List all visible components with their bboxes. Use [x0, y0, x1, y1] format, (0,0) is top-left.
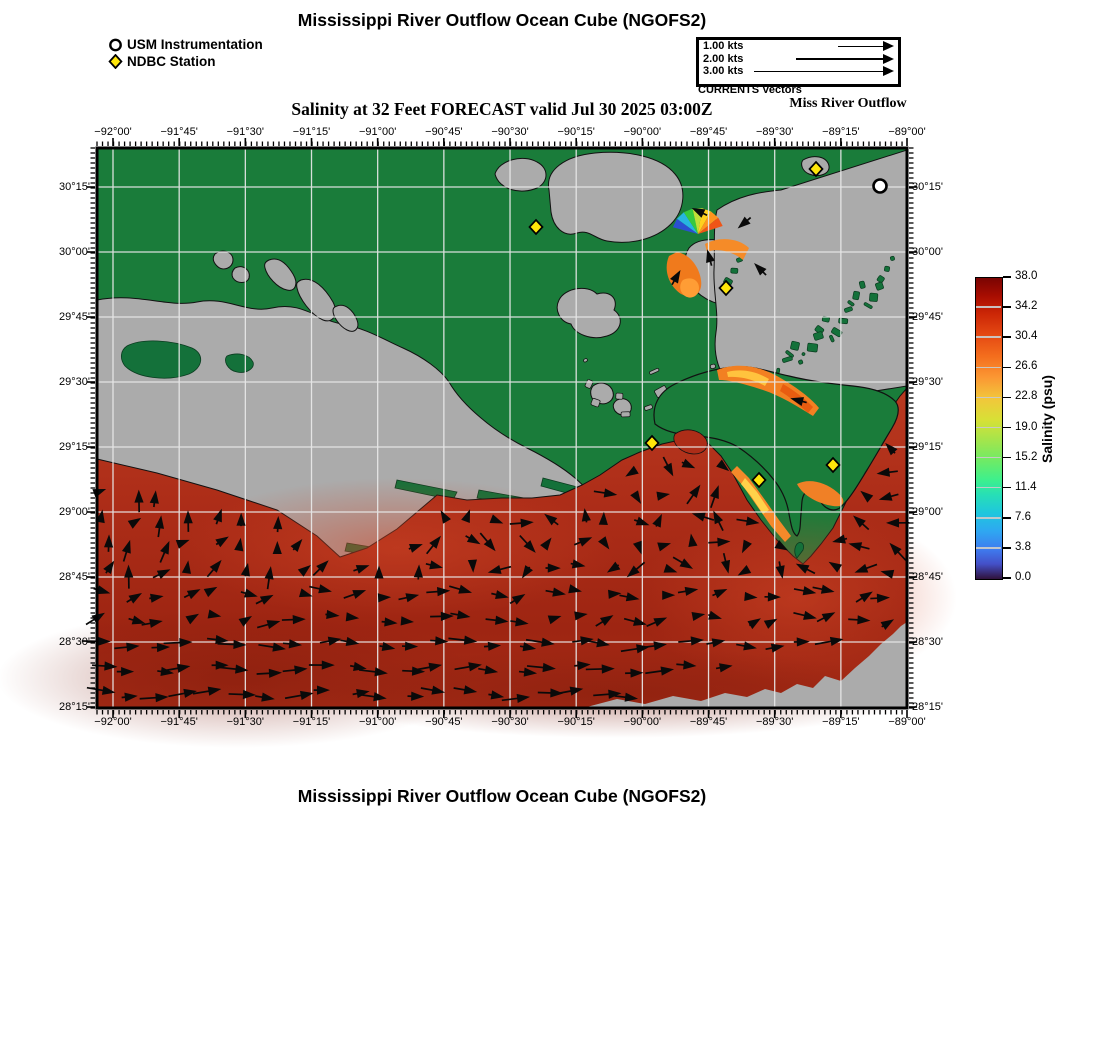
colorbar-separator — [976, 427, 1001, 429]
lon-tick-label: −92°00' — [94, 716, 132, 728]
lon-tick-label: −90°30' — [491, 126, 529, 138]
lon-tick-label: −92°00' — [94, 126, 132, 138]
currents-vector-scale-box — [696, 37, 901, 87]
colorbar-tick-label: 7.6 — [1015, 510, 1031, 523]
colorbar-tick — [1003, 487, 1011, 489]
legend-row-usm — [108, 36, 263, 53]
lat-tick-label: 29°30' — [59, 376, 90, 388]
lon-tick-label: −89°45' — [689, 716, 728, 728]
lat-tick-label: 28°30' — [912, 636, 943, 648]
colorbar-separator — [976, 457, 1001, 459]
lat-tick-label: 29°45' — [912, 311, 943, 323]
vector-arrowhead-icon — [883, 54, 894, 64]
ndbc-diamond-icon — [108, 54, 123, 69]
vector-arrowhead-icon — [883, 66, 894, 76]
colorbar-tick-label: 26.6 — [1015, 360, 1038, 373]
vector-tail — [796, 58, 884, 60]
station-legend — [108, 36, 263, 70]
lat-tick-label: 28°45' — [59, 571, 90, 583]
lake-pontchartrain — [548, 152, 682, 242]
lat-tick-label: 29°30' — [912, 376, 943, 388]
lon-tick-label: −90°30' — [491, 716, 529, 728]
lon-tick-label: −89°00' — [888, 716, 926, 728]
colorbar-separator — [976, 397, 1001, 399]
colorbar-tick — [1003, 397, 1011, 399]
lat-tick-label: 28°45' — [912, 571, 943, 583]
map-subtitle: Salinity at 32 Feet FORECAST valid Jul 30 2025 03:00Z — [291, 99, 713, 119]
lon-tick-label: −90°45' — [425, 716, 463, 728]
colorbar-separator — [976, 367, 1001, 369]
legend-row-ndbc — [108, 53, 263, 70]
lon-tick-label: −90°15' — [557, 716, 595, 728]
colorbar-tick-label: 3.8 — [1015, 540, 1031, 553]
lon-tick-label: −89°00' — [888, 126, 926, 138]
lon-tick-label: −91°45' — [160, 716, 198, 728]
page-title: Mississippi River Outflow Ocean Cube (NGOFS2) — [297, 10, 707, 30]
colorbar-tick — [1003, 427, 1011, 429]
colorbar-tick-label: 0.0 — [1015, 571, 1031, 583]
lon-tick-label: −89°30' — [755, 716, 794, 728]
lat-tick-label: 30°15' — [59, 181, 90, 193]
lon-tick-label: −89°15' — [822, 126, 860, 138]
lon-tick-label: −89°45' — [689, 126, 728, 138]
salinity-colorbar — [975, 277, 1003, 580]
region-label: Miss River Outflow — [789, 96, 907, 111]
colorbar-tick — [1003, 517, 1011, 519]
lon-tick-label: −90°15' — [557, 126, 595, 138]
currents-vectors-caption: CURRENTS Vectors — [698, 84, 802, 96]
colorbar-tick-label: 15.2 — [1015, 450, 1038, 463]
lat-tick-label: 29°15' — [59, 441, 90, 453]
colorbar-tick — [1003, 336, 1011, 338]
currents-scale-label: 3.00 kts — [703, 65, 744, 78]
lat-tick-label: 29°00' — [59, 506, 90, 518]
red-bright-patch — [177, 478, 617, 618]
lat-tick-label: 29°15' — [912, 441, 943, 453]
colorbar-axis-label: Salinity (psu) — [1039, 375, 1055, 463]
colorbar-separator — [976, 336, 1001, 338]
currents-scale-row — [699, 53, 898, 66]
vector-tail — [754, 71, 884, 73]
currents-scale-label: 1.00 kts — [703, 40, 744, 52]
colorbar-separator — [976, 547, 1001, 549]
lon-tick-label: −90°45' — [425, 126, 463, 138]
currents-scale-label: 2.00 kts — [703, 52, 744, 65]
salinity-map[interactable] — [97, 148, 907, 708]
lat-tick-label: 28°15' — [59, 701, 90, 713]
colorbar-tick — [1003, 367, 1011, 369]
currents-scale-row — [699, 65, 898, 78]
lon-tick-label: −90°00' — [623, 126, 662, 138]
vector-arrowhead-icon — [883, 41, 894, 51]
colorbar-tick — [1003, 577, 1011, 579]
lon-tick-label: −91°45' — [160, 126, 198, 138]
usm-instrumentation-marker[interactable] — [874, 180, 887, 193]
currents-scale-row — [699, 40, 898, 53]
lat-tick-label: 30°00' — [59, 246, 90, 258]
colorbar-separator — [976, 517, 1001, 519]
lat-tick-label: 30°00' — [912, 246, 943, 258]
lon-tick-label: −90°00' — [623, 716, 662, 728]
legend-ndbc-label: NDBC Station — [127, 54, 216, 69]
page-title-bottom: Mississippi River Outflow Ocean Cube (NGOFS2) — [297, 786, 707, 806]
lon-tick-label: −91°00' — [358, 126, 397, 138]
colorbar-tick-label: 19.0 — [1015, 420, 1038, 433]
lon-tick-label: −91°30' — [226, 126, 265, 138]
colorbar-separator — [976, 306, 1001, 308]
usm-circle-icon — [108, 37, 123, 52]
colorbar-tick — [1003, 276, 1011, 278]
lon-tick-label: −91°00' — [358, 716, 397, 728]
colorbar-tick-label: 11.4 — [1015, 480, 1037, 493]
colorbar-tick-label: 30.4 — [1015, 330, 1038, 343]
lat-tick-label: 28°30' — [59, 636, 90, 648]
lat-tick-label: 30°15' — [912, 181, 943, 193]
map-canvas — [97, 148, 907, 708]
lon-tick-label: −89°30' — [755, 126, 794, 138]
legend-usm-label: USM Instrumentation — [127, 37, 263, 52]
colorbar-separator — [976, 487, 1001, 489]
colorbar-tick — [1003, 547, 1011, 549]
lat-tick-label: 29°00' — [912, 506, 943, 518]
vector-tail — [838, 46, 884, 48]
lat-tick-label: 29°45' — [59, 311, 90, 323]
lon-tick-label: −91°15' — [292, 716, 331, 728]
colorbar-tick-label: 38.0 — [1015, 270, 1038, 282]
lon-tick-label: −89°15' — [822, 716, 860, 728]
colorbar-tick — [1003, 306, 1011, 308]
colorbar-tick — [1003, 457, 1011, 459]
lon-tick-label: −91°15' — [292, 126, 331, 138]
lat-tick-label: 28°15' — [912, 701, 943, 713]
colorbar-tick-label: 22.8 — [1015, 390, 1038, 403]
colorbar-tick-label: 34.2 — [1015, 300, 1038, 313]
lon-tick-label: −91°30' — [226, 716, 265, 728]
